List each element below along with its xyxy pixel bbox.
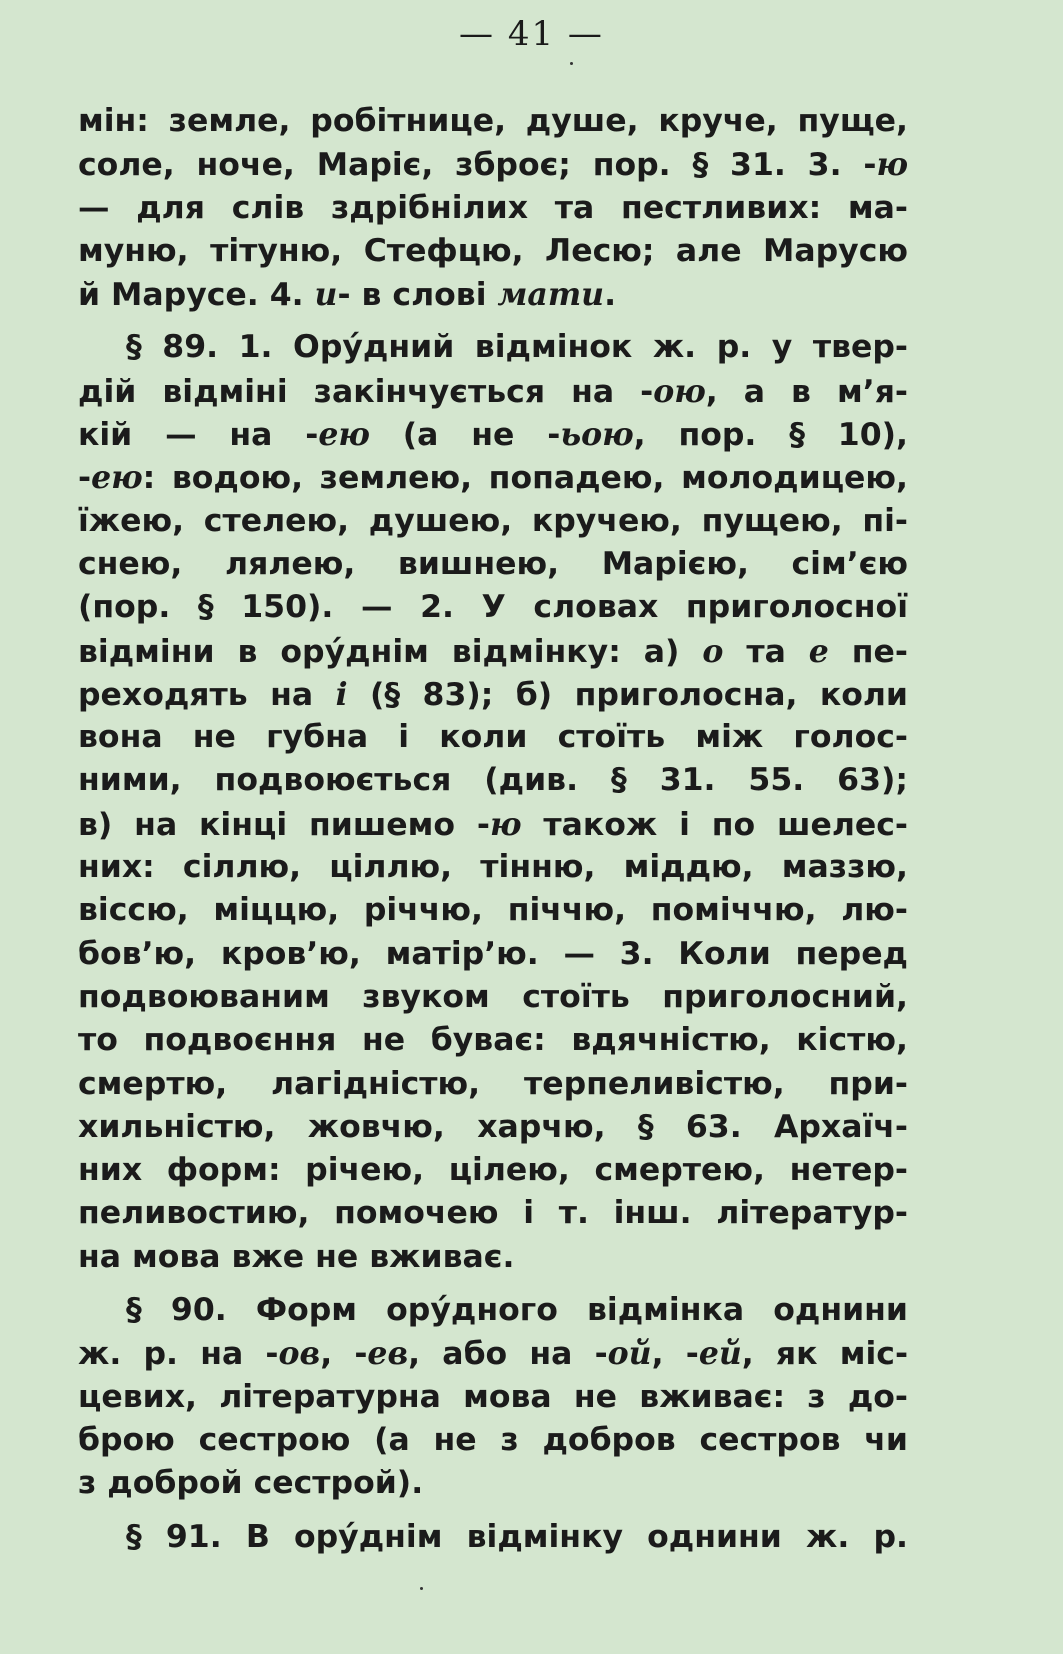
- text-line: кій — на -ею (а не -ьою, пор. § 10),: [78, 416, 908, 454]
- text-line: відміни в орýднім відмінку: а) о та е пе-: [78, 632, 908, 670]
- print-speck: [420, 1587, 423, 1590]
- text-line: § 90. Форм орýдного відмінка однини: [126, 1292, 908, 1329]
- text-line: на мова вже не вживає.: [78, 1238, 515, 1275]
- page-number: — 41 —: [459, 14, 604, 54]
- text-line: соле, ноче, Маріє, зброє; пор. § 31. 3. -ю: [78, 146, 908, 184]
- print-speck: [570, 62, 573, 65]
- text-line: пеливостию, помочею і т. інш. літератур-: [78, 1195, 908, 1232]
- text-line: то подвоєння не буває: вдячністю, кістю,: [78, 1022, 908, 1059]
- text-line: реходять на і (§ 83); б) приголосна, коли: [78, 675, 908, 713]
- text-line: них форм: річею, цілею, смертею, нетер-: [78, 1152, 908, 1189]
- text-line: снею, лялею, вишнею, Марією, сім’єю: [78, 545, 908, 582]
- text-line: § 91. В орýднім відмінку однини ж. р.: [126, 1518, 908, 1555]
- paragraph-spacer: [78, 1279, 908, 1289]
- text-line: ними, подвоюється (див. § 31. 55. 63);: [78, 762, 908, 799]
- text-line: й Марусе. 4. и- в слові мати.: [78, 276, 617, 314]
- text-line: -ею: водою, землею, попадею, молодицею,: [78, 459, 908, 497]
- text-line: дій відміні закінчується на -ою, а в м’я-: [78, 372, 908, 410]
- text-line: з доброй сестрой).: [78, 1465, 424, 1502]
- text-line: подвоюваним звуком стоїть приголосний,: [78, 978, 908, 1015]
- text-line: муню, тітуню, Стефцю, Лесю; але Марусю: [78, 232, 908, 269]
- text-line: хильністю, жовчю, харчю, § 63. Архаїч-: [78, 1108, 908, 1145]
- text-line: мін: земле, робітнице, душе, круче, пуще,: [78, 103, 908, 139]
- text-line: брою сестрою (а не з добров сестров чи: [78, 1421, 908, 1458]
- paragraph-spacer: [78, 316, 908, 326]
- text-line: їжею, стелею, душею, кручею, пущею, пі-: [78, 502, 908, 539]
- text-line: бов’ю, кров’ю, матір’ю. — 3. Коли перед: [78, 935, 908, 972]
- text-line: (пор. § 150). — 2. У словах приголосної: [78, 589, 908, 626]
- body-text: [78, 100, 908, 1559]
- text-line: § 89. 1. Орýдний відмінок ж. р. у твер-: [126, 329, 908, 366]
- text-line: ж. р. на -ов, -ев, або на -ой, -ей, як міс-: [78, 1335, 908, 1373]
- text-line: в) на кінці пишемо -ю також і по шелес-: [78, 805, 908, 843]
- text-line: — для слів здрібнілих та пестливих: ма-: [78, 189, 908, 226]
- text-line: смертю, лагідністю, терпеливістю, при-: [78, 1065, 908, 1102]
- text-line: них: сіллю, ціллю, тінню, міддю, маззю,: [78, 849, 908, 886]
- paragraph-spacer: [78, 1506, 908, 1516]
- text-line: цевих, літературна мова не вживає: з до-: [78, 1378, 908, 1415]
- text-line: віссю, міццю, річчю, піччю, поміччю, лю-: [78, 892, 908, 929]
- text-line: вона не губна і коли стоїть між голос-: [78, 719, 908, 756]
